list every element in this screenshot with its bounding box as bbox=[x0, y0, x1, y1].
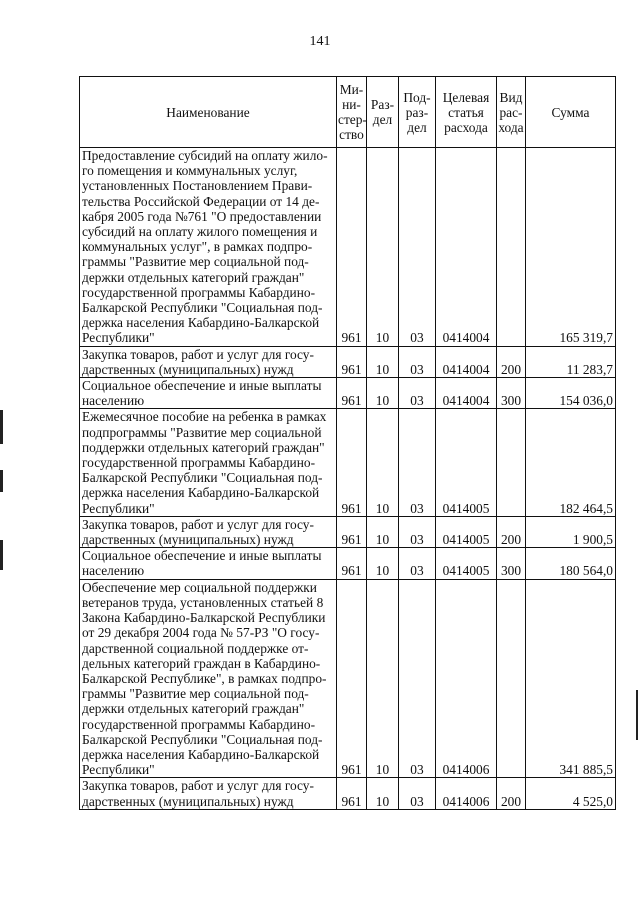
row-subsection: 03 bbox=[399, 778, 436, 809]
row-name: Предоставление субсидий на оплату жило-го помещения и коммунальных услуг, установленных Постановлением Прави-тельства Российской Федерации от 14 де-кабря 2005 года №761 "О предоставлении субсидий на оплату жилого помещения и коммунальных услуг", в рамках подпро-граммы "Развитие мер социальной под-держки отдельных категорий граждан" государственной программы Кабардино-Балкарской Республики "Социальная под-держка населения Кабардино-Балкарской Республики" bbox=[80, 148, 337, 347]
table-header-row bbox=[80, 77, 616, 148]
row-amount: 11 283,7 bbox=[526, 346, 616, 377]
row-expense-type: 200 bbox=[497, 346, 526, 377]
header-section: Раз-дел bbox=[367, 77, 399, 148]
row-section: 10 bbox=[367, 516, 399, 547]
header-subsection: Под-раз-дел bbox=[399, 77, 436, 148]
row-ministry: 961 bbox=[337, 378, 367, 409]
row-ministry: 961 bbox=[337, 516, 367, 547]
row-name: Социальное обеспечение и иные выплаты населению bbox=[80, 548, 337, 579]
row-section: 10 bbox=[367, 579, 399, 778]
row-expense-type: 300 bbox=[497, 378, 526, 409]
row-amount: 154 036,0 bbox=[526, 378, 616, 409]
table-row bbox=[80, 548, 616, 579]
table-row bbox=[80, 778, 616, 809]
header-ministry: Ми-ни-стер-ство bbox=[337, 77, 367, 148]
scan-artifact-right bbox=[636, 690, 638, 740]
row-section: 10 bbox=[367, 409, 399, 516]
row-ministry: 961 bbox=[337, 548, 367, 579]
row-amount: 165 319,7 bbox=[526, 148, 616, 347]
row-subsection: 03 bbox=[399, 409, 436, 516]
row-expense-type bbox=[497, 579, 526, 778]
row-name: Закупка товаров, работ и услуг для госу-дарственных (муниципальных) нужд bbox=[80, 346, 337, 377]
row-section: 10 bbox=[367, 378, 399, 409]
row-target: 0414004 bbox=[436, 148, 497, 347]
scan-artifact-left-1 bbox=[0, 410, 3, 444]
header-expense-type: Вид рас-хода bbox=[497, 77, 526, 148]
row-expense-type bbox=[497, 148, 526, 347]
row-subsection: 03 bbox=[399, 579, 436, 778]
row-target: 0414005 bbox=[436, 548, 497, 579]
row-section: 10 bbox=[367, 148, 399, 347]
row-target: 0414006 bbox=[436, 778, 497, 809]
header-target: Целевая статья расхода bbox=[436, 77, 497, 148]
row-section: 10 bbox=[367, 548, 399, 579]
row-name: Ежемесячное пособие на ребенка в рамках подпрограммы "Развитие мер социальной поддержки отдельных категорий граждан" государственной программы Кабардино-Балкарской Республики "Социальная под-держка населения Кабардино-Балкарской Республики" bbox=[80, 409, 337, 516]
header-amount: Сумма bbox=[526, 77, 616, 148]
row-subsection: 03 bbox=[399, 548, 436, 579]
row-ministry: 961 bbox=[337, 409, 367, 516]
row-section: 10 bbox=[367, 346, 399, 377]
row-name: Закупка товаров, работ и услуг для госу-дарственных (муниципальных) нужд bbox=[80, 778, 337, 809]
row-target: 0414006 bbox=[436, 579, 497, 778]
header-name: Наименование bbox=[80, 77, 337, 148]
row-target: 0414004 bbox=[436, 346, 497, 377]
row-expense-type: 300 bbox=[497, 548, 526, 579]
row-target: 0414005 bbox=[436, 409, 497, 516]
row-amount: 180 564,0 bbox=[526, 548, 616, 579]
row-amount: 1 900,5 bbox=[526, 516, 616, 547]
row-name: Закупка товаров, работ и услуг для госу-дарственных (муниципальных) нужд bbox=[80, 516, 337, 547]
row-expense-type: 200 bbox=[497, 516, 526, 547]
row-target: 0414004 bbox=[436, 378, 497, 409]
row-subsection: 03 bbox=[399, 516, 436, 547]
row-ministry: 961 bbox=[337, 148, 367, 347]
row-subsection: 03 bbox=[399, 346, 436, 377]
row-amount: 182 464,5 bbox=[526, 409, 616, 516]
row-target: 0414005 bbox=[436, 516, 497, 547]
budget-table bbox=[79, 76, 616, 810]
row-ministry: 961 bbox=[337, 579, 367, 778]
table-row bbox=[80, 516, 616, 547]
row-expense-type: 200 bbox=[497, 778, 526, 809]
row-expense-type bbox=[497, 409, 526, 516]
table-row bbox=[80, 409, 616, 516]
scan-artifact-left-2 bbox=[0, 470, 3, 492]
table-row bbox=[80, 378, 616, 409]
row-name: Обеспечение мер социальной поддержки ветеранов труда, установленных статьей 8 Закона Кабардино-Балкарской Республики от 29 декабря 2004 года № 57-РЗ "О госу-дарственной социальной поддержке от-дельных категорий граждан в Кабардино-Балкарской Республике", в рамках подпро-граммы "Развитие мер социальной под-держки отдельных категорий граждан" государственной программы Кабардино-Балкарской Республики "Социальная под-держка населения Кабардино-Балкарской Республики" bbox=[80, 579, 337, 778]
row-subsection: 03 bbox=[399, 378, 436, 409]
row-amount: 4 525,0 bbox=[526, 778, 616, 809]
table-row bbox=[80, 579, 616, 778]
page-number: 141 bbox=[309, 34, 331, 49]
row-ministry: 961 bbox=[337, 346, 367, 377]
table-row bbox=[80, 346, 616, 377]
table-row bbox=[80, 148, 616, 347]
row-section: 10 bbox=[367, 778, 399, 809]
row-name: Социальное обеспечение и иные выплаты населению bbox=[80, 378, 337, 409]
scan-artifact-left-3 bbox=[0, 540, 3, 570]
row-subsection: 03 bbox=[399, 148, 436, 347]
row-amount: 341 885,5 bbox=[526, 579, 616, 778]
row-ministry: 961 bbox=[337, 778, 367, 809]
